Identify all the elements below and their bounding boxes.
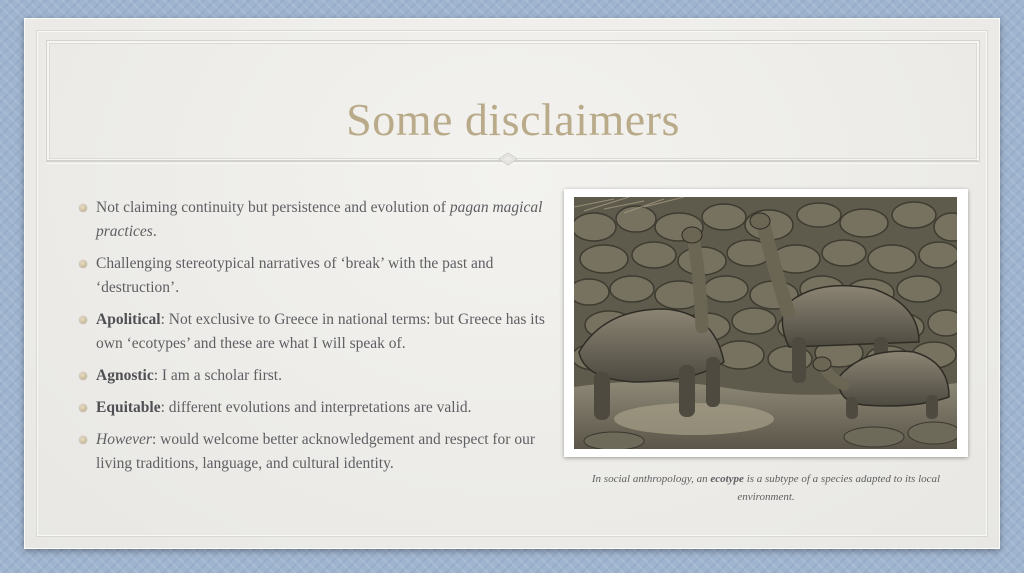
bullet-emphasis: pagan magical practices [96, 199, 543, 240]
bullet-dot-icon [79, 260, 87, 268]
bullet-lead: Agnostic [96, 367, 154, 384]
slide [24, 18, 1000, 549]
bullet-item [78, 252, 548, 300]
caption-term: ecotype [710, 473, 744, 485]
photo-frame [564, 189, 968, 457]
bullet-item [78, 428, 548, 476]
bullet-item [78, 196, 548, 244]
divider-diamond-ornament [498, 152, 518, 166]
bullet-dot-icon [79, 316, 87, 324]
bullet-item [78, 396, 548, 420]
caption-text-before: In social anthropology, an [591, 473, 711, 485]
bullet-tail: . [152, 223, 157, 240]
bullet-text: : Not exclusive to Greece in national terms: but Greece has its own ‘ecotypes’ and these are what I will speak of. [96, 311, 545, 352]
tortoise-illustration [574, 197, 957, 449]
bullet-lead: Equitable [96, 399, 161, 416]
bullet-dot-icon [79, 404, 87, 412]
title-band [46, 40, 980, 162]
bullet-lead: Apolitical [96, 311, 161, 328]
bullet-dot-icon [79, 436, 87, 444]
slide-title: Some disclaimers [346, 94, 680, 145]
photo-caption [580, 470, 952, 506]
bullet-text: Challenging stereotypical narratives of ‘break’ with the past and ‘destruction’. [96, 255, 494, 296]
caption-text-after: is a subtype of a species adapted to its local environment. [737, 473, 941, 503]
bullet-item [78, 364, 548, 388]
bullet-list [78, 196, 548, 484]
bullet-text: : would welcome better acknowledgement and respect for our living traditions, language, and cultural identity. [96, 431, 536, 472]
bullet-text: : different evolutions and interpretations are valid. [160, 399, 472, 416]
bullet-item [78, 308, 548, 356]
bullet-dot-icon [79, 372, 87, 380]
bullet-dot-icon [79, 204, 87, 212]
giant-tortoises-photo [574, 197, 957, 449]
bullet-lead-italic: However [96, 431, 152, 448]
bullet-text: Not claiming continuity but persistence and evolution of [96, 199, 450, 216]
bullet-text: : I am a scholar first. [153, 367, 282, 384]
